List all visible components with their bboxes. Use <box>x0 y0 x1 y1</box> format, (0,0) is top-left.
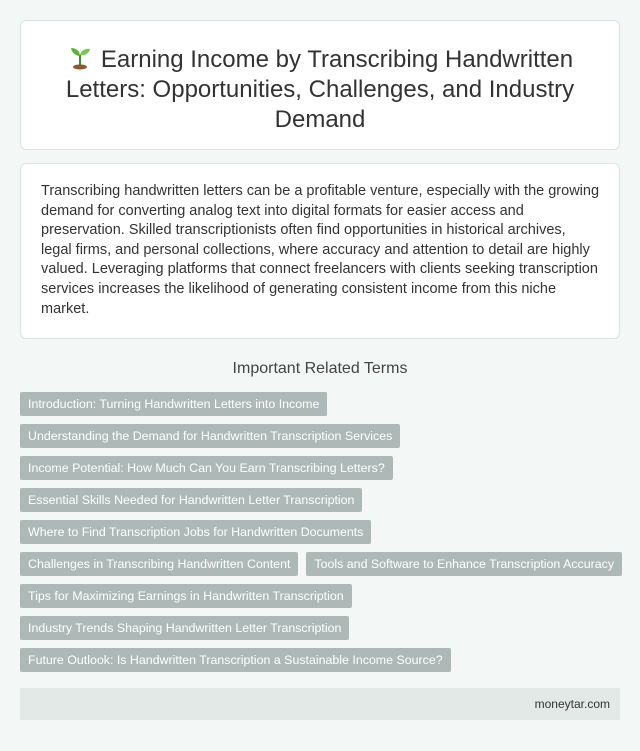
tag-row <box>20 392 630 416</box>
related-term-tag[interactable]: Industry Trends Shaping Handwritten Letter Transcription <box>20 616 349 640</box>
related-terms-heading: Important Related Terms <box>232 360 408 377</box>
related-term-tag[interactable]: Future Outlook: Is Handwritten Transcription a Sustainable Income Source? <box>20 648 451 672</box>
footer-site-link[interactable]: moneytar.com <box>534 697 610 711</box>
footer <box>20 688 620 720</box>
page-title <box>51 44 589 135</box>
related-term-tag[interactable]: Essential Skills Needed for Handwritten Letter Transcription <box>20 488 362 512</box>
sprout-icon <box>67 44 93 70</box>
tag-row <box>20 520 630 544</box>
page-title-text: Earning Income by Transcribing Handwritten Letters: Opportunities, Challenges, and Industry Demand <box>65 46 575 133</box>
related-terms-list <box>20 392 630 680</box>
tag-row <box>20 584 630 608</box>
related-term-tag[interactable]: Where to Find Transcription Jobs for Handwritten Documents <box>20 520 371 544</box>
tag-row <box>20 456 630 480</box>
tag-row <box>20 648 630 672</box>
description-text: Transcribing handwritten letters can be a profitable venture, especially with the growing demand for converting analog text into digital formats for easier access and preservation. Skilled transcriptionists often find opportunities in historical archives, legal firms, and personal collections, where accuracy and attention to detail are highly valued. Leveraging platforms that connect freelancers with clients seeking transcription services increases the likelihood of generating consistent income from this niche market. <box>41 183 600 317</box>
tag-row <box>20 616 630 640</box>
tag-row <box>20 552 630 576</box>
related-term-tag[interactable]: Tools and Software to Enhance Transcription Accuracy <box>306 552 622 576</box>
related-term-tag[interactable]: Understanding the Demand for Handwritten Transcription Services <box>20 424 400 448</box>
related-term-tag[interactable]: Challenges in Transcribing Handwritten Content <box>20 552 298 576</box>
related-term-tag[interactable]: Income Potential: How Much Can You Earn Transcribing Letters? <box>20 456 393 480</box>
tag-row <box>20 488 630 512</box>
title-card <box>20 20 620 150</box>
tag-row <box>20 424 630 448</box>
related-term-tag[interactable]: Introduction: Turning Handwritten Letters into Income <box>20 392 327 416</box>
related-term-tag[interactable]: Tips for Maximizing Earnings in Handwritten Transcription <box>20 584 352 608</box>
description-card <box>20 163 620 339</box>
